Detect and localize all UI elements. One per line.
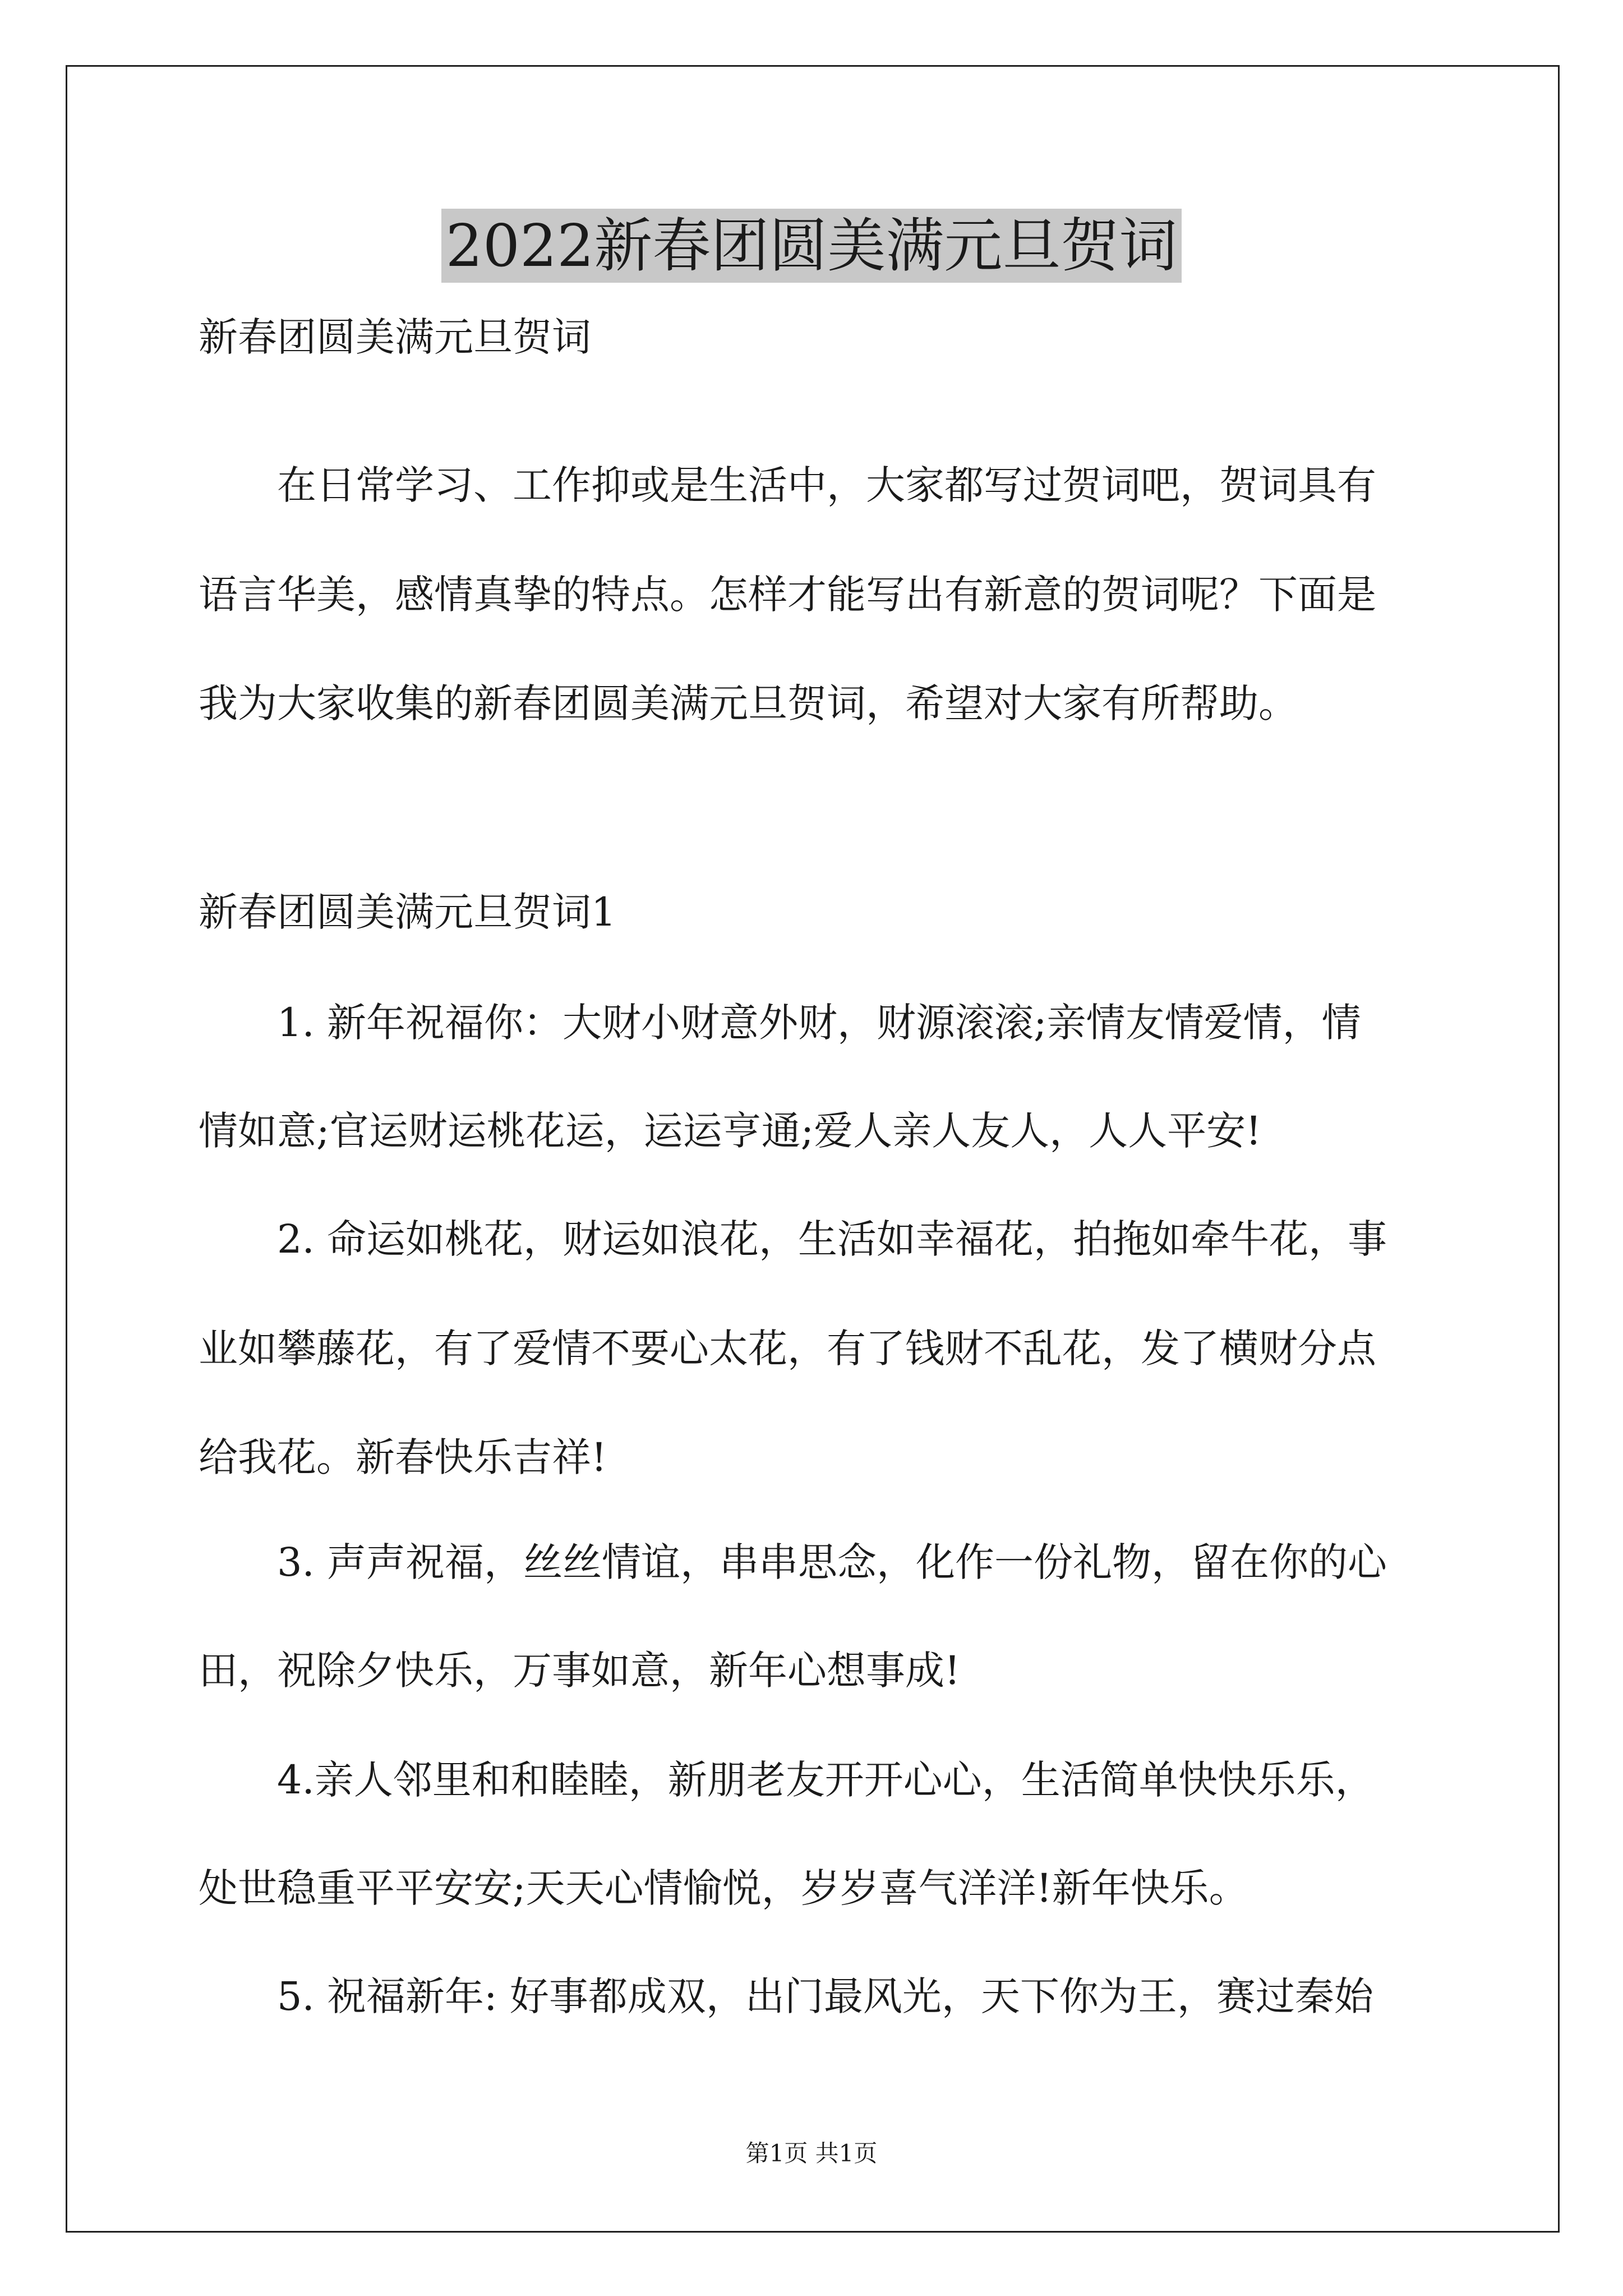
page-number: 第1页 共1页 [745,2139,878,2167]
item-4-line-1: 4.亲人邻里和和睦睦，新朋老友开开心心，生活简单快快乐乐， [277,1757,1375,1803]
item-1-line-2: 情如意;官运财运桃花运，运运亨通;爱人亲人友人，人人平安! [199,1108,1262,1154]
item-2-line-2: 业如攀藤花，有了爱情不要心太花，有了钱财不乱花，发了横财分点 [199,1326,1376,1372]
item-3-line-1: 3. 声声祝福，丝丝情谊，串串思念，化作一份礼物，留在你的心 [277,1539,1387,1585]
intro-line-1: 在日常学习、工作抑或是生活中，大家都写过贺词吧，贺词具有 [277,462,1376,508]
document-title [0,209,1623,283]
document-title-text: 2022新春团圆美满元旦贺词 [441,209,1182,283]
item-2-line-3: 给我花。新春快乐吉祥! [199,1434,607,1480]
item-2-line-1: 2. 命运如桃花，财运如浪花，生活如幸福花，拍拖如牵牛花，事 [277,1216,1387,1262]
section-heading: 新春团圆美满元旦贺词1 [199,889,616,935]
document-subtitle: 新春团圆美满元旦贺词 [199,314,591,360]
item-1-line-1: 1. 新年祝福你：大财小财意外财，财源滚滚;亲情友情爱情，情 [277,1000,1361,1046]
intro-line-3: 我为大家收集的新春团圆美满元旦贺词，希望对大家有所帮助。 [199,680,1298,726]
item-3-line-2: 田，祝除夕快乐，万事如意，新年心想事成! [199,1648,961,1694]
item-4-line-2: 处世稳重平平安安;天天心情愉悦，岁岁喜气洋洋!新年快乐。 [199,1865,1248,1911]
item-5-line-1: 5. 祝福新年: 好事都成双，出门最风光，天下你为王，赛过秦始 [277,1973,1373,2019]
intro-line-2: 语言华美，感情真挚的特点。怎样才能写出有新意的贺词呢？下面是 [199,572,1376,618]
